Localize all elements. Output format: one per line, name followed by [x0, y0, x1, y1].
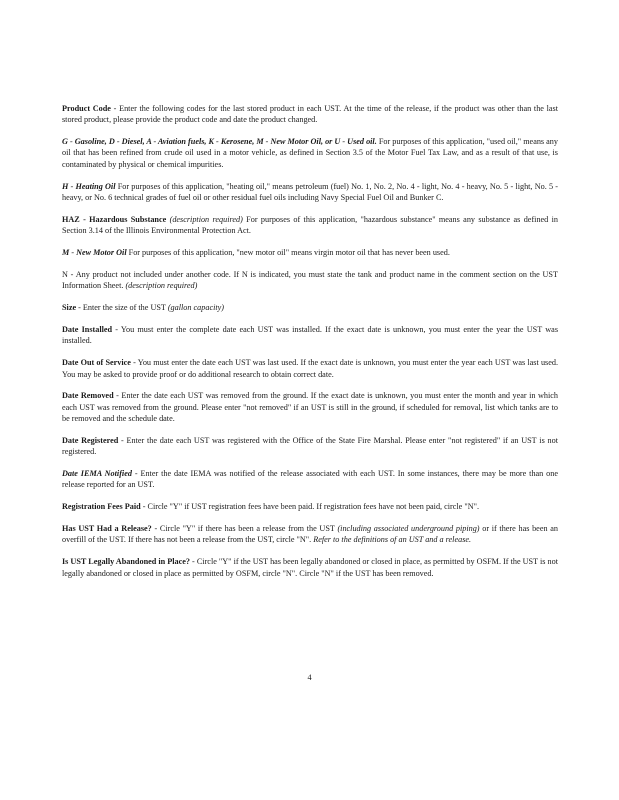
note-size: (gallon capacity)	[167, 303, 224, 313]
text-codes-list: For purposes of this application, "used oil," means any oil that has been refined from crude oil used in a motor vehicle, as defined in Section 3.5 of the Motor Fuel Tax Law, and as a result of that use, is contaminated by physical or chemical impurities.	[62, 137, 558, 169]
instructions-body	[62, 103, 558, 590]
text-date-iema-notified: - Enter the date IEMA was notified of the release associated with each UST. In some instances, there may be more than one release reported for an UST.	[62, 469, 558, 490]
para-hazardous	[62, 214, 558, 237]
label-size: Size	[62, 303, 77, 313]
para-n-other	[62, 269, 558, 292]
label-date-installed: Date Installed	[62, 325, 113, 335]
text-date-removed: - Enter the date each UST was removed from the ground. If the exact date is unknown, you must enter the month and year in which each UST was removed from the ground. Please enter "not removed" if an UST is still in the ground, if scheduled for removal, list which tanks are to be removed and the schedule date.	[62, 391, 559, 423]
label-registration-fees: Registration Fees Paid	[62, 502, 141, 512]
para-heating-oil	[62, 181, 558, 204]
label-codes-list: G - Gasoline, D - Diesel, A - Aviation fuels, K - Kerosene, M - New Motor Oil, or U - Used oil.	[62, 137, 377, 147]
text-product-code: - Enter the following codes for the last stored product in each UST. At the time of the release, if the product was other than the last stored product, please provide the product code and date the product changed.	[62, 104, 558, 125]
text-date-installed: - You must enter the complete date each UST was installed. If the exact date is unknown, you must enter the year the UST was installed.	[62, 325, 559, 346]
note-hazardous: (description required)	[166, 214, 243, 224]
text-legally-abandoned: - Circle "Y" if the UST has been legally abandoned or closed in place, as permitted by OSFM. If the UST is not legally abandoned or closed in place as permitted by OSFM, circle "N". Circle "N" if the UST has been removed.	[62, 557, 559, 578]
para-legally-abandoned	[62, 556, 558, 579]
text-n-other: N - Any product not included under another code. If N is indicated, you must state the tank and product name in the comment section on the UST Information Sheet.	[62, 269, 558, 291]
text-new-motor-oil: For purposes of this application, "new motor oil" means virgin motor oil that has never been used.	[126, 248, 450, 258]
text-date-registered: - Enter the date each UST was registered with the Office of the State Fire Marshal. Please enter "not registered" if an UST is not registered.	[62, 435, 558, 457]
note-n-other: (description required)	[123, 281, 198, 291]
para-date-registered	[62, 435, 558, 458]
label-hazardous: HAZ - Hazardous Substance	[62, 214, 167, 224]
label-new-motor-oil: M - New Motor Oil	[62, 248, 127, 258]
text-has-release: - Circle "Y" if there has been a release from the UST	[151, 524, 338, 534]
note-has-release-definitions: Refer to the definitions of an UST and a release.	[313, 535, 472, 545]
text-size: - Enter the size of the UST	[76, 303, 168, 313]
para-has-release	[62, 523, 558, 546]
text-registration-fees: - Circle "Y" if UST registration fees have been paid. If registration fees have not been paid, circle "N".	[140, 502, 480, 512]
label-date-registered: Date Registered	[62, 435, 119, 445]
para-size	[62, 302, 558, 313]
para-registration-fees	[62, 501, 558, 512]
para-date-out-of-service	[62, 357, 558, 380]
page-number: 4	[307, 673, 312, 682]
para-date-removed	[62, 390, 558, 424]
para-product-code	[62, 103, 558, 126]
para-new-motor-oil	[62, 247, 558, 258]
text-date-out-of-service: - You must enter the date each UST was last used. If the exact date is unknown, you must enter the year each UST was last used. You may be asked to provide proof or do additional research to obtain correct date.	[62, 358, 558, 379]
label-date-iema-notified: Date IEMA Notified	[62, 469, 132, 479]
label-heating-oil: H - Heating Oil	[62, 181, 116, 191]
text-has-release-2: or if there has been an overfill of the UST. If there has not been a release from the UST, circle "N".	[62, 524, 558, 545]
para-codes-list	[62, 136, 558, 170]
label-legally-abandoned: Is UST Legally Abandoned in Place?	[62, 557, 190, 567]
label-date-out-of-service: Date Out of Service	[62, 358, 131, 368]
label-has-release: Has UST Had a Release?	[62, 524, 152, 534]
note-has-release-piping: (including associated underground piping)	[337, 524, 480, 534]
label-product-code: Product Code	[62, 104, 111, 113]
para-date-iema-notified	[62, 468, 558, 491]
para-date-installed	[62, 324, 558, 347]
label-date-removed: Date Removed	[62, 391, 114, 401]
text-hazardous: For purposes of this application, "hazardous substance" means any substance as defined in Section 3.14 of the Illinois Environmental Protection Act.	[62, 214, 558, 236]
text-heating-oil: For purposes of this application, "heating oil," means petroleum (fuel) No. 1, No. 2, No. 4 - light, No. 4 - heavy, No. 5 - light, No. 5 - heavy, or No. 6 technical grades of fuel oil or other residual fuel oils including Navy Special Fuel Oil and Bunker C.	[62, 181, 558, 202]
